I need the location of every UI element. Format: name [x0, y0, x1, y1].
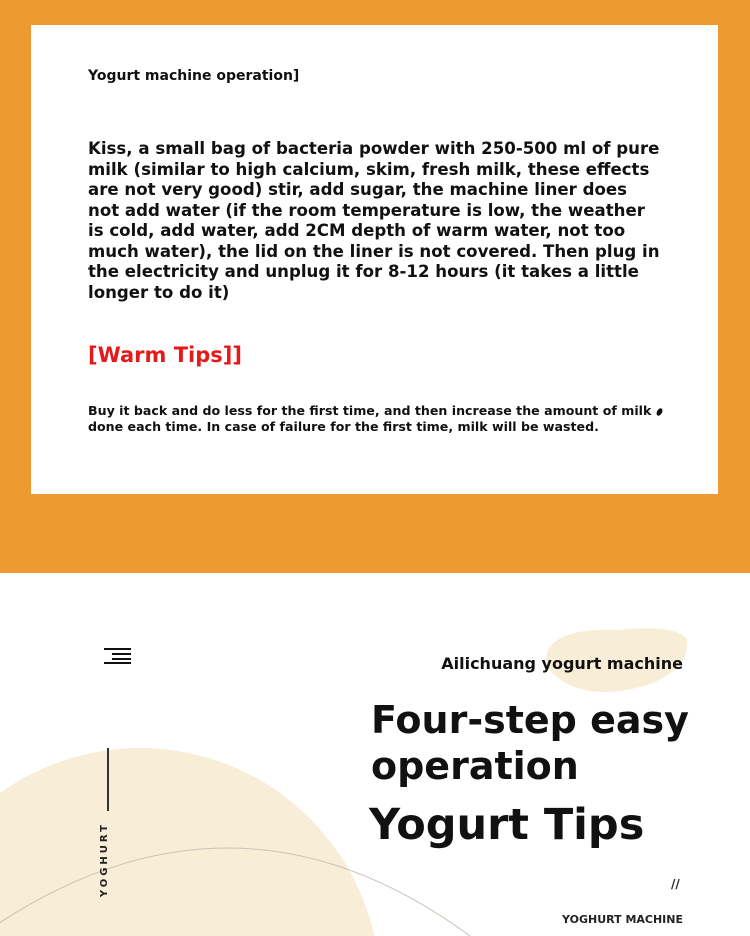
slashes-mark: // [671, 877, 680, 891]
vertical-divider [107, 748, 109, 811]
sub-title: Yogurt Tips [369, 800, 645, 850]
warm-tips-text: Buy it back and do less for the first time, and then increase the amount of milk done each time. In case of failure for the first time, milk will be wasted. [88, 403, 652, 434]
vertical-yoghurt-label: YOGHURT [99, 822, 110, 898]
footer-label: YOGHURT MACHINE [562, 913, 683, 926]
card-body-text: Kiss, a small bag of bacteria powder with 250-500 ml of pure milk (similar to high calcium, skim, fresh milk, these effects are not very good) stir, add sugar, the machine liner does not add water (if the room temperature is low, the weather is cold, add water, add 2CM depth of warm water, not too much water), the lid on the liner is not covered. Then plug in the electricity and unplug it for 8-12 hours (it takes a little longer to do it) [88, 139, 660, 302]
main-title: Four-step easy operation [371, 698, 689, 788]
warm-tips-title: [Warm Tips]] [88, 343, 242, 367]
menu-lines-icon [104, 648, 131, 664]
card-heading: Yogurt machine operation] [88, 68, 300, 84]
cream-circle [0, 748, 380, 936]
brand-line: Ailichuang yogurt machine [441, 654, 683, 673]
